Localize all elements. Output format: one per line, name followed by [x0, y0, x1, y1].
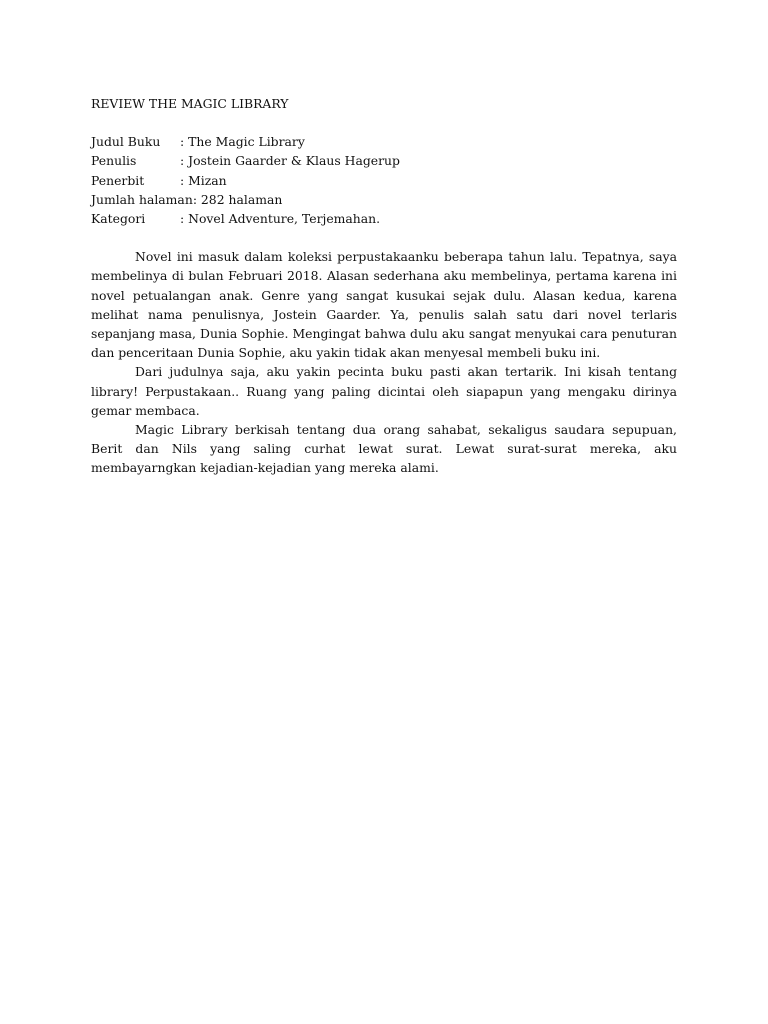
meta-value: : The Magic Library: [180, 134, 305, 150]
meta-value: : 282 halaman: [192, 191, 283, 207]
meta-value: : Novel Adventure, Terjemahan.: [180, 211, 381, 227]
body-paragraph: Magic Library berkisah tentang dua orang sahabat, sekaligus saudara sepupuan, Berit dan Nils yang saling curhat lewat surat. Lewat surat-surat mereka, aku membayarngkan kejadian-kejadian yang mereka alami.: [91, 422, 677, 476]
meta-label: Jumlah halaman: [91, 191, 193, 207]
meta-value: : Jostein Gaarder & Klaus Hagerup: [180, 153, 400, 169]
body-paragraph: Dari judulnya saja, aku yakin pecinta buku pasti akan tertarik. Ini kisah tentang library! Perpustakaan.. Ruang yang paling dicintai oleh siapapun yang mengaku dirinya gemar membaca.: [91, 364, 677, 418]
meta-label: Kategori: [91, 211, 146, 227]
meta-row-judul-buku: [91, 132, 677, 151]
meta-value: : Mizan: [180, 172, 227, 188]
meta-row-kategori: [91, 209, 677, 228]
meta-row-jumlah-halaman: [91, 190, 677, 209]
document-title: REVIEW THE MAGIC LIBRARY: [91, 96, 289, 111]
meta-label: Penulis: [91, 153, 137, 169]
meta-label: Penerbit: [91, 172, 145, 188]
meta-row-penerbit: [91, 171, 677, 190]
meta-label: Judul Buku: [91, 134, 161, 150]
meta-row-penulis: [91, 151, 677, 170]
document-page: [91, 94, 677, 478]
body-paragraph: Novel ini masuk dalam koleksi perpustakaanku beberapa tahun lalu. Tepatnya, saya membelinya di bulan Februari 2018. Alasan sederhana aku membelinya, pertama karena ini novel petualangan anak. Genre yang sangat kusukai sejak dulu. Alasan kedua, karena melihat nama penulisnya, Jostein Gaarder. Ya, penulis salah satu dari novel terlaris sepanjang masa, Dunia Sophie. Mengingat bahwa dulu aku sangat menyukai cara penuturan dan penceritaan Dunia Sophie, aku yakin tidak akan menyesal membeli buku ini.: [91, 249, 677, 361]
book-metadata: [91, 132, 677, 228]
